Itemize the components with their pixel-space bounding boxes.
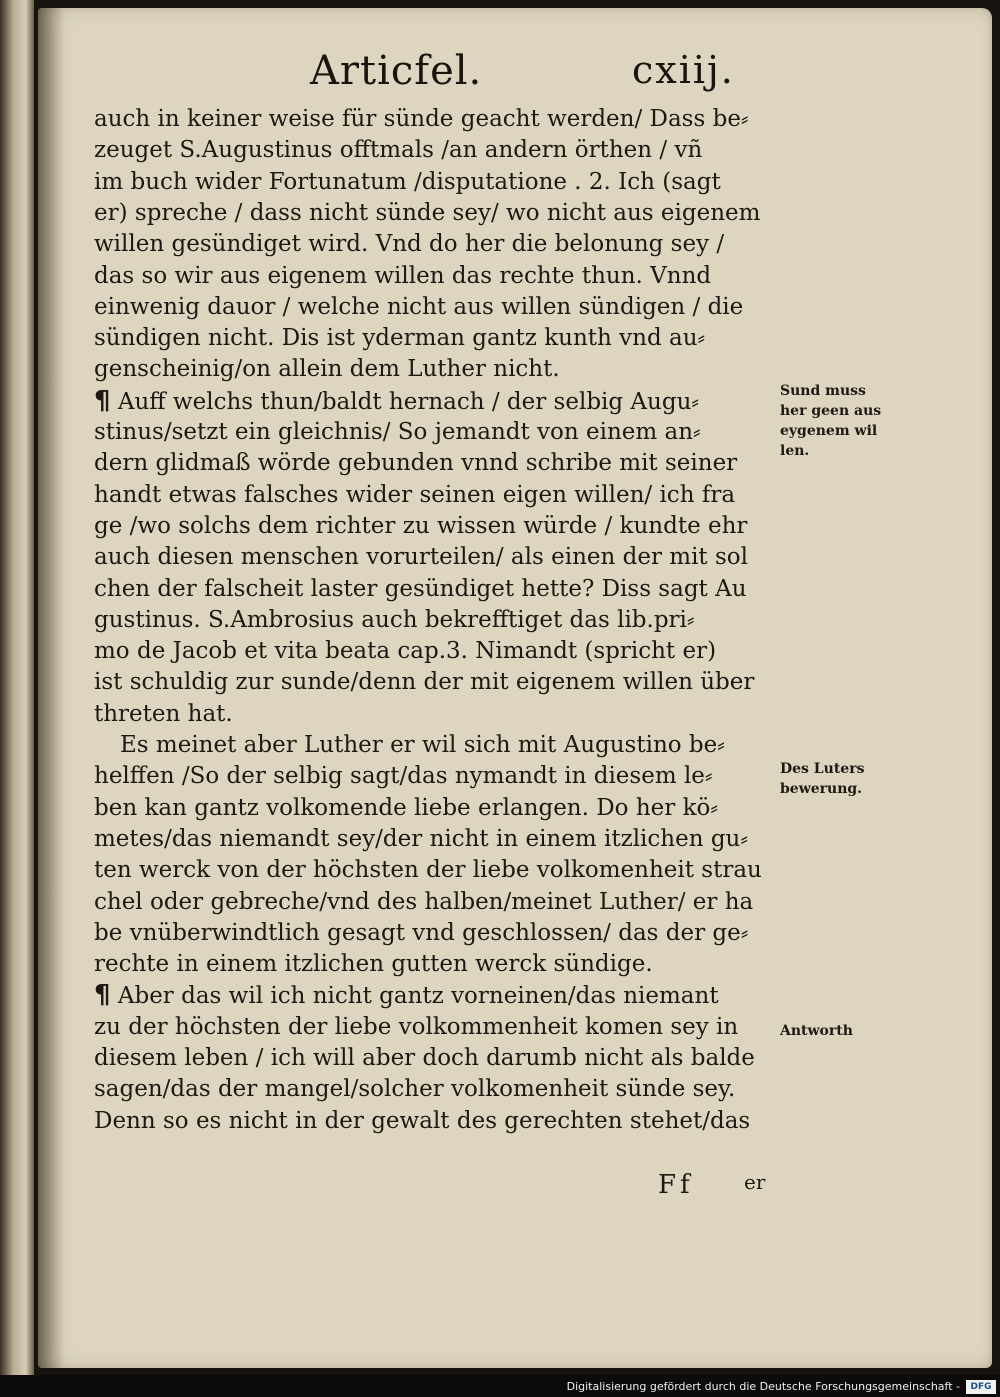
margin-note-luther [780,759,890,799]
margin-note-answer [780,1021,890,1041]
text-line-content: helffen /So der selbig sagt/das nymandt in diesem le⸗ [94,763,713,789]
funding-credit: Digitalisierung gefördert durch die Deutsche Forschungsgemeinschaft - [566,1380,960,1393]
catchword: er [744,1170,766,1194]
text-line-content: einwenig dauor / welche nicht aus willen sündigen / die [94,294,744,320]
text-line-content: zu der höchsten der liebe volkommenheit komen sey in [94,1014,739,1040]
text-line-content: threten hat. [94,701,233,727]
text-line-content: auch in keiner weise für sünde geacht werden/ Dass be⸗ [94,106,749,132]
text-line [94,480,735,510]
text-line-content: Auff welchs thun/baldt hernach / der selbig Augu⸗ [117,389,700,415]
text-line [94,417,701,447]
text-line-content: diesem leben / ich will aber doch darumb nicht als balde [94,1045,755,1071]
running-title: Articfel. [310,48,483,94]
text-line-content: gustinus. S.Ambrosius auch bekrefftiget das lib.pri⸗ [94,607,695,633]
text-line-content: Denn so es nicht in der gewalt des gerechten stehet/das [94,1108,751,1134]
text-line [94,1074,735,1104]
text-line [94,135,702,165]
text-line-content: das so wir aus eigenem willen das rechte thun. Vnnd [94,263,712,289]
margin-note-line: Sund muss [780,383,866,399]
text-line [94,542,748,572]
text-line-content: ge /wo solchs dem richter zu wissen würde / kundte ehr [94,513,748,539]
text-line [94,793,718,823]
text-line-content: metes/das niemandt sey/der nicht in einem itzlichen gu⸗ [94,826,749,852]
text-line [94,574,747,604]
text-line-content: sagen/das der mangel/solcher volkomenheit sünde sey. [94,1076,736,1102]
adjacent-page-edge [0,0,34,1397]
text-line [120,730,725,760]
text-line [94,824,748,854]
signature-mark: Ff [658,1170,694,1200]
text-line [94,229,724,259]
text-line [94,855,762,885]
text-line [94,667,754,697]
text-line-content: Aber das wil ich nicht gantz vorneinen/das niemant [117,983,719,1009]
text-line-content: chel oder gebreche/vnd des halben/meinet Luther/ er ha [94,889,754,915]
margin-note-line: bewerung. [780,781,863,797]
pilcrow-mark: ¶ [94,386,111,416]
text-line-content: im buch wider Fortunatum /disputatione . 2. Ich (sagt [94,169,721,195]
text-line [94,887,753,917]
margin-note-line: her geen aus [780,403,882,419]
text-line-content: genscheinig/on allein dem Luther nicht. [94,356,560,382]
text-line-content: ten werck von der höchsten der liebe volkomenheit strau [94,857,762,883]
margin-note-line: Antworth [780,1023,853,1039]
text-line [94,761,713,791]
text-line [94,1012,738,1042]
text-line-content: sündigen nicht. Dis ist yderman gantz kunth vnd au⸗ [94,325,706,351]
margin-note-line: Des Luters [780,761,865,777]
text-line [94,167,721,197]
text-line-content: ben kan gantz volkomende liebe erlangen. Do her kö⸗ [94,795,719,821]
text-line [94,918,748,948]
text-line [94,292,743,322]
text-line-content: er) spreche / dass nicht sünde sey/ wo nicht aus eigenem [94,200,761,226]
text-line [94,198,760,228]
text-line [94,448,737,478]
text-line [94,605,695,635]
margin-note-line: eygenem wil [780,423,878,439]
text-line [94,261,711,291]
text-line [94,511,747,541]
text-line-content: chen der falscheit laster gesündiget hette? Diss sagt Au [94,576,747,602]
margin-note-will [780,381,890,461]
text-line [94,104,749,134]
text-line-content: zeuget S.Augustinus offtmals /an andern örthen / vñ [94,137,703,163]
text-line [94,636,716,666]
text-line-content: Es meinet aber Luther er wil sich mit Augustino be⸗ [120,732,725,758]
text-line-content: stinus/setzt ein gleichnis/ So jemandt von einem an⸗ [94,419,701,445]
text-line [94,699,233,729]
text-line-content: auch diesen menschen vorurteilen/ als einen der mit sol [94,544,748,570]
text-line [94,354,560,384]
gutter-shadow [38,8,64,1368]
text-line [94,1043,755,1073]
text-line-content: dern glidmaß wörde gebunden vnnd schribe mit seiner [94,450,738,476]
text-line-content: ist schuldig zur sunde/denn der mit eigenem willen über [94,669,755,695]
folio-number: cxiij. [632,48,735,92]
text-line-content: willen gesündiget wird. Vnd do her die belonung sey / [94,231,725,257]
text-line [94,949,653,979]
text-line [94,980,719,1011]
text-line-content: be vnüberwindtlich gesagt vnd geschlossen/ das der ge⸗ [94,920,749,946]
margin-note-line: len. [780,443,810,459]
dfg-logo: DFG [966,1380,996,1394]
text-line [94,386,699,417]
pilcrow-mark: ¶ [94,980,111,1010]
text-line [94,323,705,353]
text-line-content: rechte in einem itzlichen gutten werck sündige. [94,951,653,977]
text-line [94,1106,750,1136]
text-line-content: handt etwas falsches wider seinen eigen willen/ ich fra [94,482,736,508]
text-line-content: mo de Jacob et vita beata cap.3. Nimandt (spricht er) [94,638,717,664]
